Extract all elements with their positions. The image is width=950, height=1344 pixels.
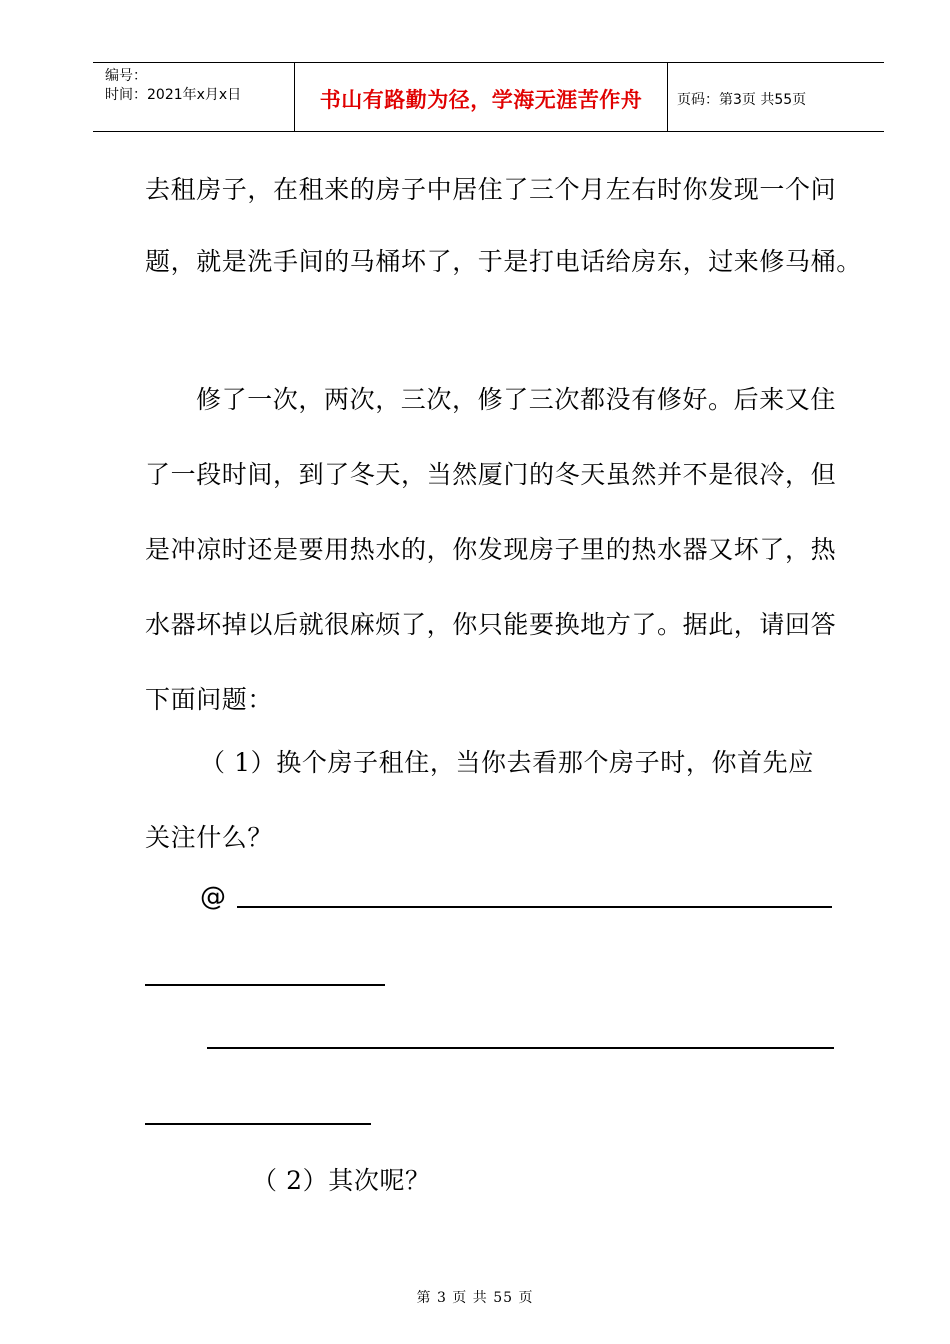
- document-header: [93, 62, 884, 132]
- body-line: 了一段时间，到了冬天，当然厦门的冬天虽然并不是很冷，但: [145, 460, 837, 489]
- question-1: （ 1）换个房子租住，当你去看那个房子时，你首先应: [200, 748, 814, 777]
- answer-blank-line[interactable]: [145, 984, 385, 986]
- header-meta: [105, 63, 293, 131]
- body-line: 修了一次，两次，三次，修了三次都没有修好。后来又住: [196, 385, 837, 414]
- answer-marker: @: [200, 882, 226, 912]
- page-footer: 第 3 页 共 55 页: [416, 1290, 534, 1306]
- time-label: 时间：2021年x月x日: [105, 87, 242, 103]
- question-2: （ 2）其次呢？: [252, 1166, 431, 1195]
- answer-blank-line[interactable]: [145, 1123, 371, 1125]
- header-motto: 书山有路勤为径，学海无涯苦作舟: [319, 87, 643, 112]
- header-page-info: 页码：第3页 共55页: [677, 92, 807, 108]
- body-line: 水器坏掉以后就很麻烦了，你只能要换地方了。据此，请回答: [145, 610, 837, 639]
- body-line: 是冲凉时还是要用热水的，你发现房子里的热水器又坏了，热: [145, 535, 837, 564]
- body-line: 下面问题：: [145, 685, 274, 714]
- question-1-cont: 关注什么？: [145, 823, 274, 852]
- body-line: 题，就是洗手间的马桶坏了，于是打电话给房东，过来修马桶。: [145, 247, 862, 276]
- body-line: 去租房子，在租来的房子中居住了三个月左右时你发现一个问: [145, 175, 837, 204]
- answer-blank-line[interactable]: [237, 906, 832, 908]
- header-divider: [667, 63, 668, 131]
- number-label: 编号：: [105, 68, 147, 84]
- answer-blank-line[interactable]: [207, 1047, 834, 1049]
